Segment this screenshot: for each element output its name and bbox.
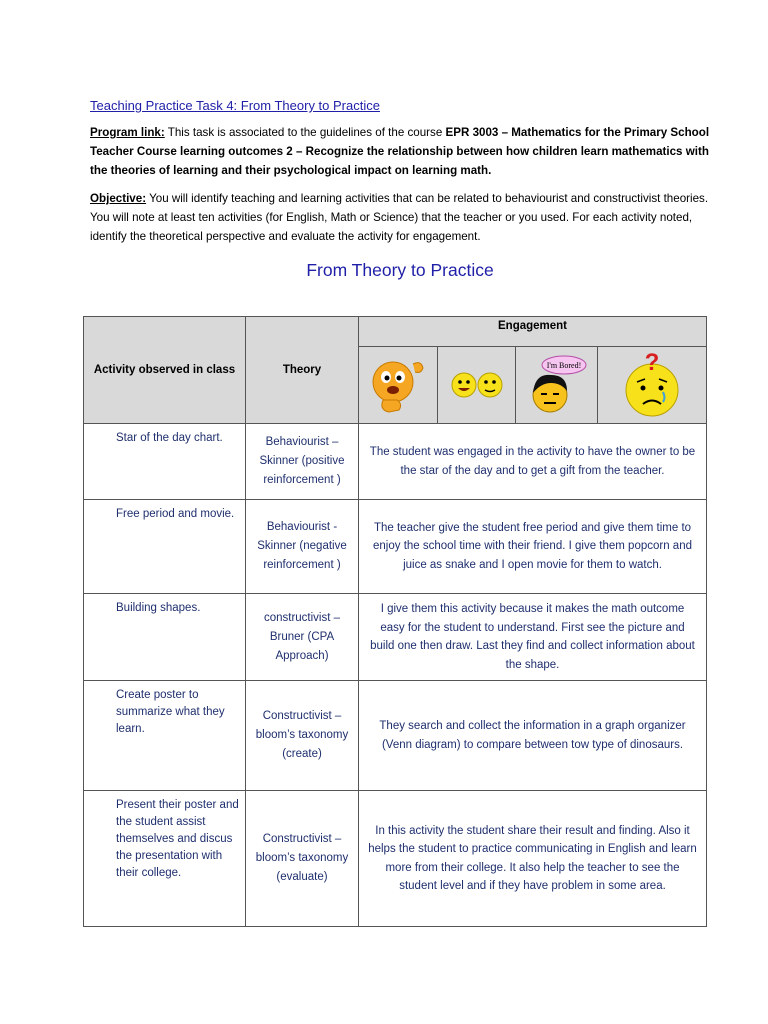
theory-cell: Constructivist – bloom’s taxonomy (evaluate) bbox=[246, 791, 359, 927]
bored-bubble-text: I'm Bored! bbox=[546, 361, 581, 370]
activity-cell: Create poster to summarize what they learn. bbox=[84, 681, 246, 791]
program-link-label: Program link: bbox=[90, 126, 165, 139]
task-title: Teaching Practice Task 4: From Theory to Practice bbox=[90, 98, 380, 113]
engagement-cell: The teacher give the student free period and give them time to enjoy the school time with their friend. I give them popcorn and juice as snake and I open movie for them to watch. bbox=[359, 500, 707, 594]
emoji-cell-3 bbox=[516, 347, 598, 424]
program-link-text-b: EPR 3003 – Mathematics for the Primary School Teacher Course learning outcomes 2 – Recognize the relationship between how children learn mathematics with the theories of learning and their psychological impact on learning math. bbox=[90, 126, 710, 177]
activity-cell: Star of the day chart. bbox=[84, 424, 246, 500]
bored-emoji-icon bbox=[526, 353, 588, 417]
theory-practice-table bbox=[83, 316, 707, 927]
theory-cell: constructivist – Bruner (CPA Approach) bbox=[246, 594, 359, 681]
svg-text:?: ? bbox=[644, 350, 660, 376]
engagement-cell: I give them this activity because it makes the math outcome easy for the student to understand. First see the picture and build one then draw. Last they find and collect information about the shape. bbox=[359, 594, 707, 681]
engagement-cell: They search and collect the information in a graph organizer (Venn diagram) to compare between tow type of dinosaurs. bbox=[359, 681, 707, 791]
activity-cell: Building shapes. bbox=[84, 594, 246, 681]
objective-text: You will identify teaching and learning activities that can be related to behaviourist and constructivist theories. You will note at least ten activities (for English, Math or Science) that the teacher or you used. For each activity noted, identify the theoretical perspective and evaluate the activity for engagement. bbox=[90, 192, 709, 243]
table-row bbox=[84, 594, 707, 681]
program-link-paragraph bbox=[90, 123, 710, 180]
objective-paragraph bbox=[90, 189, 710, 246]
theory-cell: Behaviourist – Skinner (positive reinforcement ) bbox=[246, 424, 359, 500]
objective-label: Objective: bbox=[90, 192, 147, 205]
header-engagement: Engagement bbox=[359, 317, 707, 347]
header-theory: Theory bbox=[246, 317, 359, 424]
program-link-text-a: This task is associated to the guidelines of the course bbox=[164, 126, 446, 139]
header-activity: Activity observed in class bbox=[84, 317, 246, 424]
table-row bbox=[84, 791, 707, 927]
emoji-cell-1 bbox=[359, 347, 438, 424]
emoji-cell-4 bbox=[598, 347, 707, 424]
document-page bbox=[90, 98, 710, 293]
two-smiley-faces-icon bbox=[448, 365, 506, 405]
table-row bbox=[84, 500, 707, 594]
excited-thumbs-up-emoji-icon bbox=[369, 354, 427, 416]
theory-cell: Constructivist – bloom’s taxonomy (create) bbox=[246, 681, 359, 791]
emoji-cell-2 bbox=[438, 347, 516, 424]
table-row bbox=[84, 424, 707, 500]
engagement-cell: In this activity the student share their result and finding. Also it helps the student to practice communicating in English and learn more from their college. It also help the teacher to see the student level and if they have problem in some area. bbox=[359, 791, 707, 927]
engagement-cell: The student was engaged in the activity to have the owner to be the star of the day and to get a gift from the teacher. bbox=[359, 424, 707, 500]
theory-cell: Behaviourist - Skinner (negative reinforcement ) bbox=[246, 500, 359, 594]
activity-cell: Free period and movie. bbox=[84, 500, 246, 594]
table-row bbox=[84, 681, 707, 791]
activity-cell: Present their poster and the student assist themselves and discus the presentation with their college. bbox=[84, 791, 246, 927]
section-title: From Theory to Practice bbox=[306, 260, 494, 280]
confused-emoji-icon bbox=[621, 350, 683, 420]
